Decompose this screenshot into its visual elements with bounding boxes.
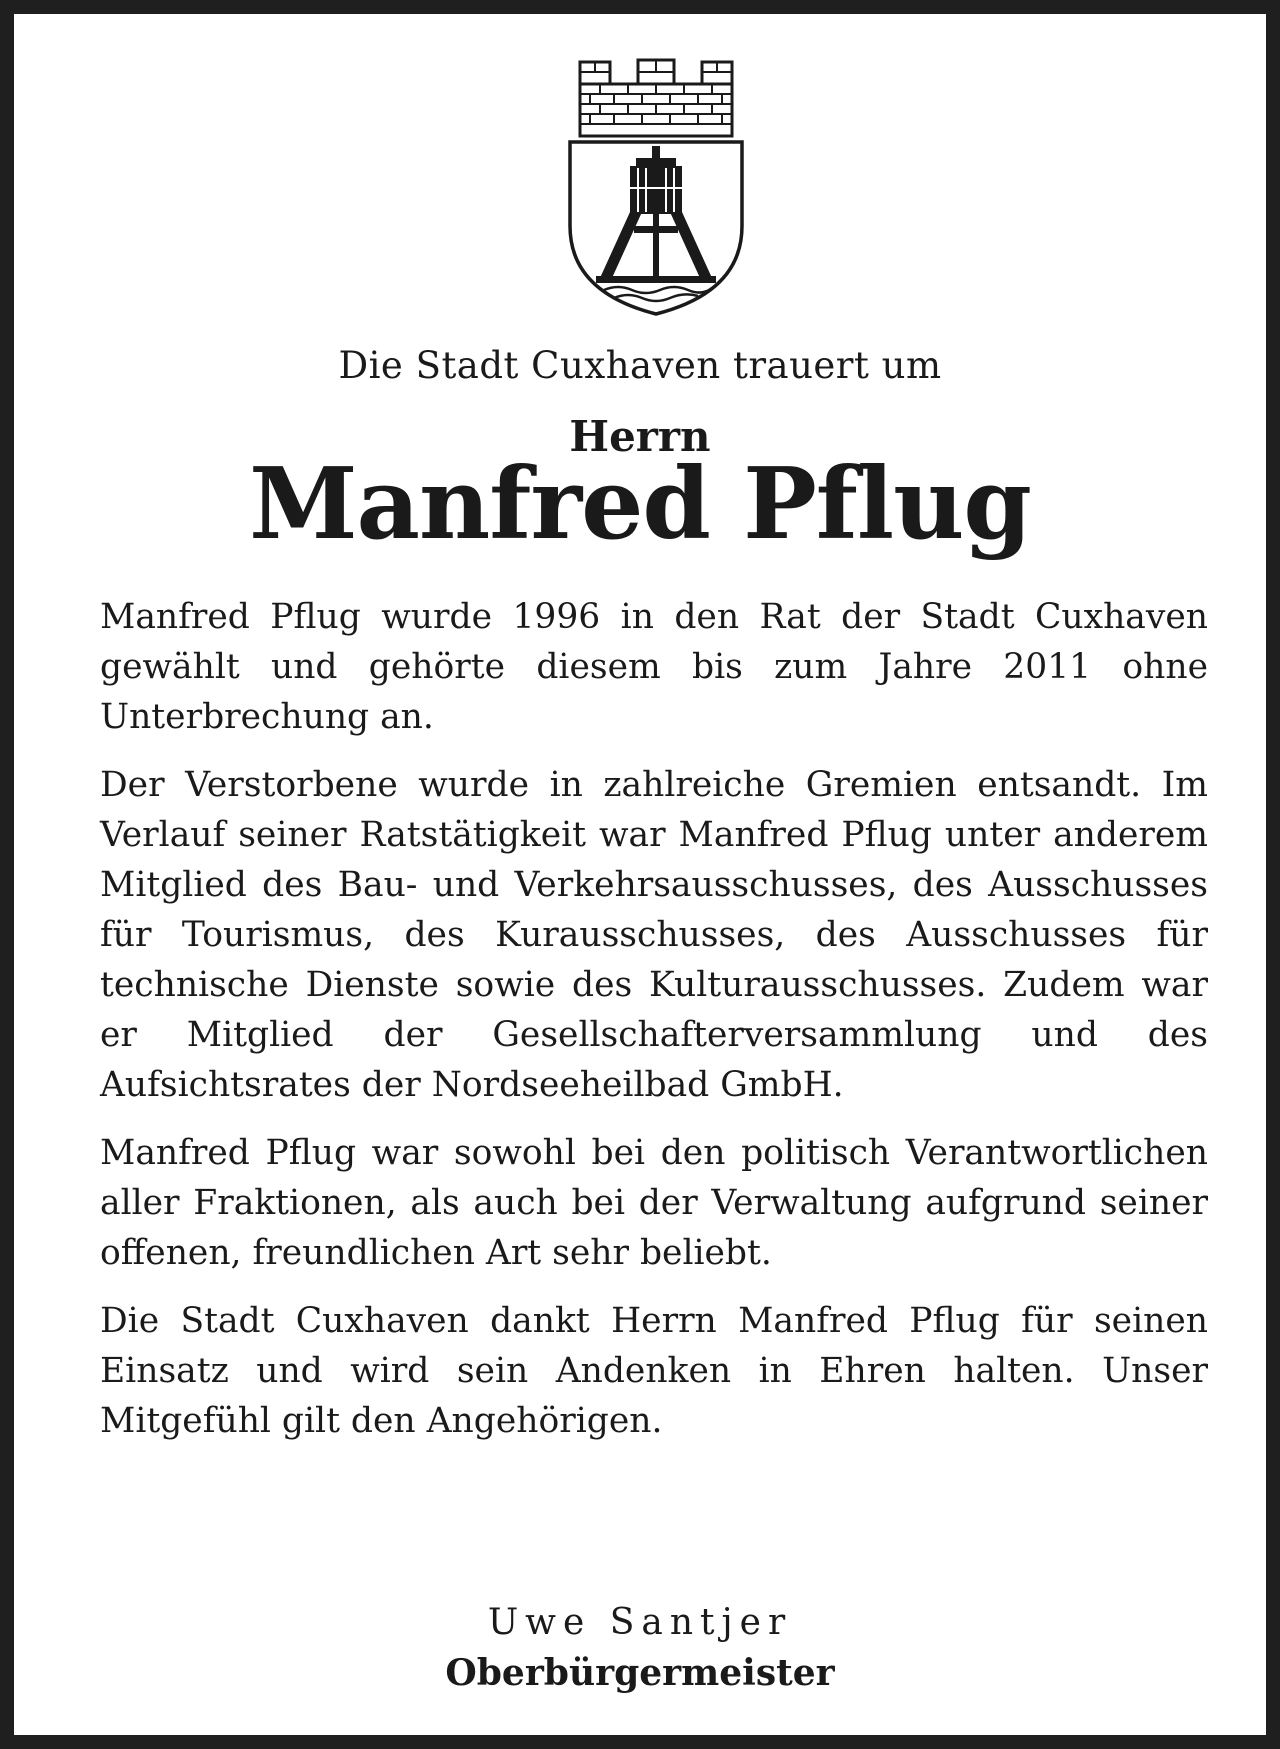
obituary-body [100, 592, 1208, 1464]
paragraph-council-membership: Manfred Pflug wurde 1996 in den Rat der Stadt Cuxhaven gewählt und gehörte diesem bis zum Jahre 2011 ohne Unterbrechung an. [100, 597, 1208, 737]
mourning-intro: Die Stadt Cuxhaven trauert um [338, 344, 942, 387]
paragraph-character: Manfred Pflug war sowohl bei den politisch Verantwortlichen aller Fraktionen, als auch bei der Verwaltung aufgrund seiner offenen, freundlichen Art sehr beliebt. [100, 1133, 1208, 1273]
signer-name: Uwe Santjer [487, 1602, 793, 1643]
salutation: Herrn [569, 412, 711, 461]
signer-title: Oberbürgermeister [445, 1652, 835, 1694]
paragraph-committees: Der Verstorbene wurde in zahlreiche Gremien entsandt. Im Verlauf seiner Ratstätigkeit war Manfred Pflug unter anderem Mitglied des Bau- und Verkehrsausschusses, des Ausschusses für Tourismus, des Kurausschusses, des Ausschusses für technische Dienste sowie des Kulturausschusses. Zudem war er Mitglied der Gesellschafterversammlung und des Aufsichtsrates der Nordseeheilbad GmbH. [100, 765, 1208, 1105]
paragraph-thanks: Die Stadt Cuxhaven dankt Herrn Manfred Pflug für seinen Einsatz und wird sein Andenken in Ehren halten. Unser Mitgefühl gilt den Angehörigen. [100, 1301, 1208, 1441]
deceased-name: Manfred Pflug [249, 447, 1031, 562]
cuxhaven-coat-of-arms-icon [566, 56, 746, 318]
